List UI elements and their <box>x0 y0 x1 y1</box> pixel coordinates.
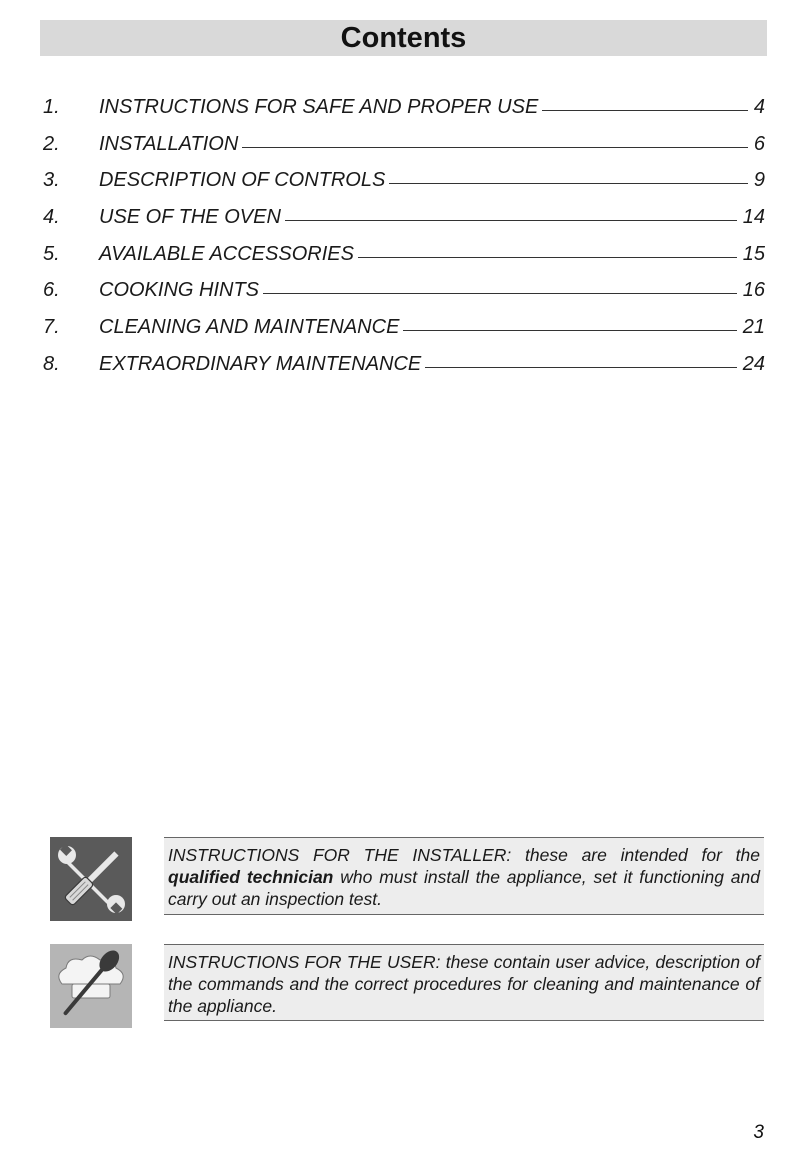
toc-number: 1. <box>43 96 60 118</box>
toc-entry[interactable] <box>43 133 765 170</box>
table-of-contents <box>43 96 765 390</box>
toc-page: 24 <box>742 352 765 375</box>
toc-number: 7. <box>43 316 60 339</box>
toc-entry[interactable] <box>43 353 765 390</box>
toc-entry[interactable] <box>43 243 765 280</box>
installer-note-text: INSTRUCTIONS FOR THE INSTALLER: these are intended for the qualified technician who must install the appliance, set it functioning and carry out an inspection test. <box>164 837 764 915</box>
toc-leader <box>242 147 748 148</box>
toc-leader <box>542 110 748 111</box>
wrench-screwdriver-icon <box>50 837 132 921</box>
toc-number: 3. <box>43 169 60 192</box>
toc-title: EXTRAORDINARY MAINTENANCE <box>99 352 422 375</box>
toc-leader <box>285 220 737 221</box>
qualified-technician-emphasis: qualified technician <box>168 867 334 887</box>
toc-entry[interactable] <box>43 316 765 353</box>
toc-title: DESCRIPTION OF CONTROLS <box>99 169 386 192</box>
toc-number: 4. <box>43 206 60 229</box>
toc-number: 6. <box>43 279 60 302</box>
toc-title: INSTRUCTIONS FOR SAFE AND PROPER USE <box>99 96 539 118</box>
toc-page: 6 <box>753 132 765 155</box>
toc-number: 2. <box>43 132 60 155</box>
toc-entry[interactable] <box>43 96 765 133</box>
toc-page: 21 <box>742 316 765 339</box>
toc-entry[interactable] <box>43 169 765 206</box>
toc-page: 14 <box>742 206 765 229</box>
toc-page: 15 <box>742 242 765 265</box>
toc-number: 8. <box>43 352 60 375</box>
toc-leader <box>263 293 737 294</box>
user-note-text: INSTRUCTIONS FOR THE USER: these contain user advice, description of the commands and the correct procedures for cleaning and maintenance of the appliance. <box>164 944 764 1021</box>
toc-title: INSTALLATION <box>99 132 239 155</box>
toc-title: COOKING HINTS <box>99 279 260 302</box>
toc-title: USE OF THE OVEN <box>99 206 281 229</box>
toc-leader <box>403 330 736 331</box>
toc-page: 4 <box>753 96 765 118</box>
toc-entry[interactable] <box>43 279 765 316</box>
spoon-chef-hat-icon <box>50 944 132 1028</box>
page-number: 3 <box>753 1122 764 1143</box>
page-title: Contents <box>340 21 467 54</box>
toc-title: CLEANING AND MAINTENANCE <box>99 316 400 339</box>
toc-title: AVAILABLE ACCESSORIES <box>99 242 354 265</box>
toc-number: 5. <box>43 242 60 265</box>
title-bar <box>40 20 767 56</box>
toc-leader <box>358 257 737 258</box>
toc-page: 9 <box>753 169 765 192</box>
toc-entry[interactable] <box>43 206 765 243</box>
toc-leader <box>425 367 736 368</box>
toc-leader <box>389 183 748 184</box>
toc-page: 16 <box>742 279 765 302</box>
